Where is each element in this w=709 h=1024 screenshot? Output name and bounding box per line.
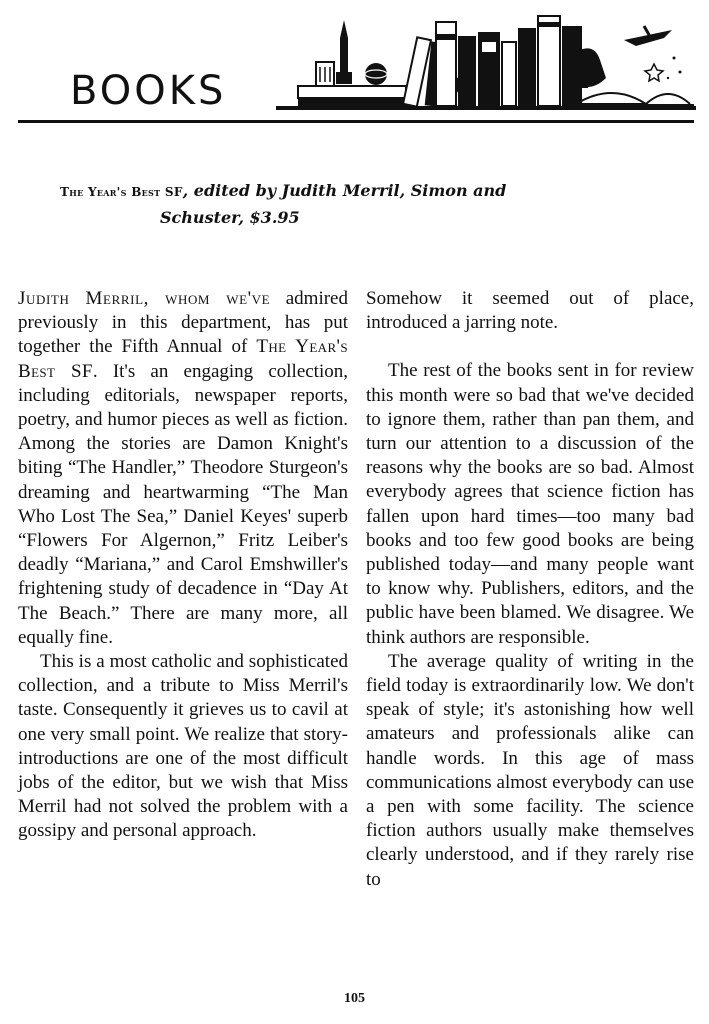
- book-credit: , edited by Judith Merril, Simon and: [182, 181, 507, 200]
- page-number: 105: [344, 991, 365, 1006]
- bookshelf-rocket-globe-icon: [276, 12, 696, 116]
- paragraph: The rest of the books sent in for review this month were so bad that we've decided to ignore them, rather than pan them, and turn our attention to a discussion of the reasons why the books are so bad. Almost everybody agrees that science fiction has fallen upon hard times—too many bad books and too few good books are being published today—and many people want to know why. Publishers, editors, and the public have been blamed. We disagree. We think authors are responsible.: [366, 360, 694, 648]
- review-heading: [60, 178, 650, 230]
- header-rule: [18, 120, 694, 123]
- right-column: [366, 287, 694, 892]
- paragraph: Somehow it seemed out of place, introduced a jarring note.: [366, 288, 694, 334]
- paragraph-text: admired previously in this department, has put together the Fifth Annual of: [18, 288, 348, 358]
- paragraph: [18, 287, 348, 650]
- paragraph: This is a most catholic and sophisticated collection, and a tribute to Miss Merril's taste. Consequently it grieves us to cavil at one very small point. We realize that story-introductions are one of the most difficult jobs of the editor, but we wish that Miss Merril had not solved the problem with a gossipy and personal approach.: [18, 651, 348, 842]
- lead-in: Judith Merril, whom we've: [18, 288, 271, 309]
- book-credit-line2: Schuster, $3.95: [160, 208, 300, 227]
- inline-title: The Year's Best SF: [18, 336, 348, 382]
- left-column: [18, 287, 348, 844]
- paragraph: The average quality of writing in the field today is extraordinarily low. We don't speak of style; it's astonishing how well amateurs and professionals alike can handle words. In this age of mass communications almost everybody can use a pen with some facility. The science fiction authors usually make themselves clearly understood, and if they rarely rise to: [366, 650, 694, 890]
- section-header: [18, 12, 694, 124]
- book-title: The Year's Best SF: [60, 185, 183, 199]
- section-title: BOOKS: [70, 68, 227, 114]
- paragraph-text: . It's an engaging collection, including editorials, newspaper reports, poetry, and humor pieces as well as fiction. Among the stories are Damon Knight's biting “The Handler,” Theodore Sturgeon's dreaming and heartwarming “The Man Who Lost The Sea,” Daniel Keyes' superb “Flowers For Algernon,” Fritz Leiber's deadly “Mariana,” and Carol Emshwiller's frightening study of decadence in “Day At The Beach.” There are many more, all equally fine.: [18, 360, 348, 648]
